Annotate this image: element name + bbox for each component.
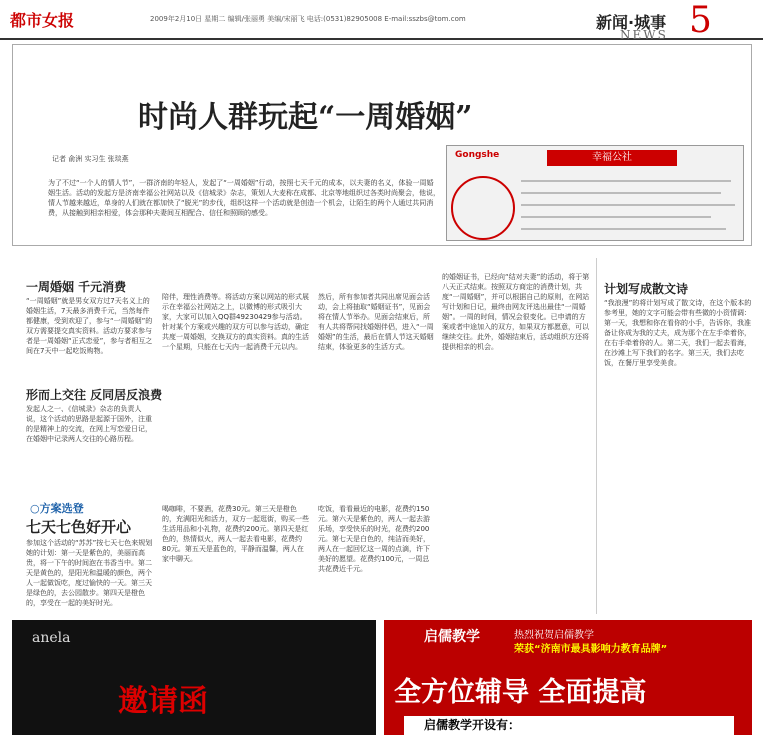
page-number: 5 xyxy=(689,0,712,41)
body-col-5: “我浪漫”的将计划写成了散文诗，在这个版本的参考里，她的文字可能会带有些微的小资情调：第一天，我想和你在看你的小手，告诉你，我准备让你成为我的丈夫，成为那个在左手牵着你，在右手牵着你的人。第二天，我们一起去看海，在沙滩上写下我们的名字。第三天，我们去吃饭，在餐厅里享受美食。 xyxy=(604,299,752,367)
issue-meta: 2009年2月10日 星期二 编辑/张丽勇 美编/宋丽飞 电话:(0531)82905008 E-mail:sszbs@tom.com xyxy=(150,15,466,23)
byline: 记者 俞洲 实习生 张琰燕 xyxy=(52,155,129,163)
inset-line xyxy=(521,216,711,218)
body-col-6: 参加这个活动的“苏苏”按七天七色来规划她的计划：第一天是紫色的，美丽而高贵，将一下午的时间泡在书香当中。第二天是黄色的，是阳光和温暖的颜色，两个人一起做饭吃，度过愉快的一天。第三天是绿色的，去公园散步。第四天是橙色的，享受在一起的美好时光。 xyxy=(26,539,153,607)
ad2-bar: 启儒教学开设有： xyxy=(404,716,734,735)
ad2-slogan: 全方位辅导 全面提高 xyxy=(394,677,647,708)
education-ad xyxy=(384,620,752,735)
body-col-2: 陪伴，理性消费等。将活动方案以网站的形式展示在幸福公社网站之上，以微博的形式吸引大家，大家可以加入QQ群49230429参与活动。针对某个方案或兴趣的双方可以参与活动，确定共度一周婚姻，交换双方的真实资料。真的生活一个星期，只能在七天内一起消费千元以内。 xyxy=(162,293,309,351)
ad2-line2: 荣获“济南市最具影响力教育品牌” xyxy=(514,644,668,655)
lead-paragraph: 为了不过“一个人的情人节”，一群济南的年轻人，发起了“一周婚姻”行动，按照七天千元的成本，以夫妻的名义，体验一周婚姻生活。活动的发起方是济南幸福公社网站以及《信城录》杂志，策划人大麦称在成都、北京等地组织过各类时尚聚会，他说，情人节越来越近，单身的人们就在都加快了“脱光”的步伐，组织这样一个活动就是创造一个机会，让陌生的两个人通过共同消费，从接触到相亲相爱，体会那种夫妻间互相配合、信任和照顾的感受。 xyxy=(48,179,440,217)
invitation-ad xyxy=(12,620,376,735)
subhead-4: 七天七色好开心 xyxy=(26,518,132,536)
body-col-4: 的婚姻证书，已经向“结对夫妻”的活动，将于第八天正式结束。按照双方商定的消费计划，共度“一周婚姻”，并可以根据自己的原则，在网站写计划和日记，最终由网友评选出最佳“一周婚姻”。一周的时间，情况会很变化。已申请的方案或者中途加入的双方，如果双方都愿意，可以继续交往。此外，婚姻结束后，活动组织方还将提供相亲的机会。 xyxy=(442,273,590,351)
highlight-circle xyxy=(451,176,515,240)
inset-line xyxy=(521,180,731,182)
body-col-7: 喝咖啡，不要酒，花费30元。第三天是橙色的，充满阳光和活力，双方一起逛街，购买一些生活用品和小礼物，花费约200元。第四天是红色的，热情似火，两人一起去看电影，花费约80元。第五天是蓝色的，平静而温馨，两人在家中聊天。 xyxy=(162,505,309,563)
subhead-1: 一周婚姻 千元消费 xyxy=(26,280,127,294)
headline: 时尚人群玩起“一周婚姻” xyxy=(138,100,473,135)
subhead-3: 计划写成散文诗 xyxy=(604,282,689,296)
ad2-line1: 热烈祝贺启儒教学 xyxy=(514,630,594,641)
ad1-brand: anela xyxy=(32,630,71,646)
body-col-1a: “一周婚姻”就是男女双方过7天名义上的婚姻生活，7天最多消费千元，当然每件都健康，受到欢迎了，参与“一周婚姻”的双方需要提交真实资料。活动方要求参与者是一周婚姻“正式恋爱”，参与者相互之间在7天中一起吃饭购物。 xyxy=(26,297,153,355)
inset-line xyxy=(521,204,735,206)
column-divider xyxy=(596,258,597,614)
subhead-2: 形而上交往 反同居反浪费 xyxy=(26,388,163,402)
body-col-8: 吃饭，看看最近的电影，花费约150元。第六天是紫色的，两人一起去游乐场，享受快乐的时光，花费约200元。第七天是白色的，纯洁而美好，两人在一起回忆这一周的点滴，许下美好的愿望。花费约100元，一周总共花费近千元。 xyxy=(318,505,430,573)
body-col-1b: 发起人之一、《信城录》杂志的负责人说，这个活动的思路是起源于国外，注重的是精神上的交流，在网上写恋爱日记，在婚姻中记录两人交往的心路历程。 xyxy=(26,405,152,443)
ad2-name: 启儒教学 xyxy=(424,629,480,645)
inset-line xyxy=(521,228,726,230)
page-header xyxy=(0,0,763,40)
website-screenshot xyxy=(446,145,744,241)
ad1-title: 邀请函 xyxy=(118,684,208,719)
inset-title: 幸福公社 xyxy=(547,150,677,166)
body-col-3: 然后，所有参加者共同出席见面会活动，会上将抽取“婚姻证书”，见面会将在情人节举办。见面会结束后，所有人共将帮同找婚姻伴侣，进入“一周婚姻”的生活，最后在情人节这天婚姻结束，体验更多的生活方式。 xyxy=(318,293,434,351)
newspaper-logo: 都市女报 xyxy=(10,11,75,30)
scheme-tag: ○方案选登 xyxy=(30,502,84,515)
inset-line xyxy=(521,192,721,194)
inset-brand: Gongshe xyxy=(455,150,500,160)
section-tag: NEWS xyxy=(620,28,668,42)
section-title: 新闻·城事 xyxy=(596,13,667,32)
